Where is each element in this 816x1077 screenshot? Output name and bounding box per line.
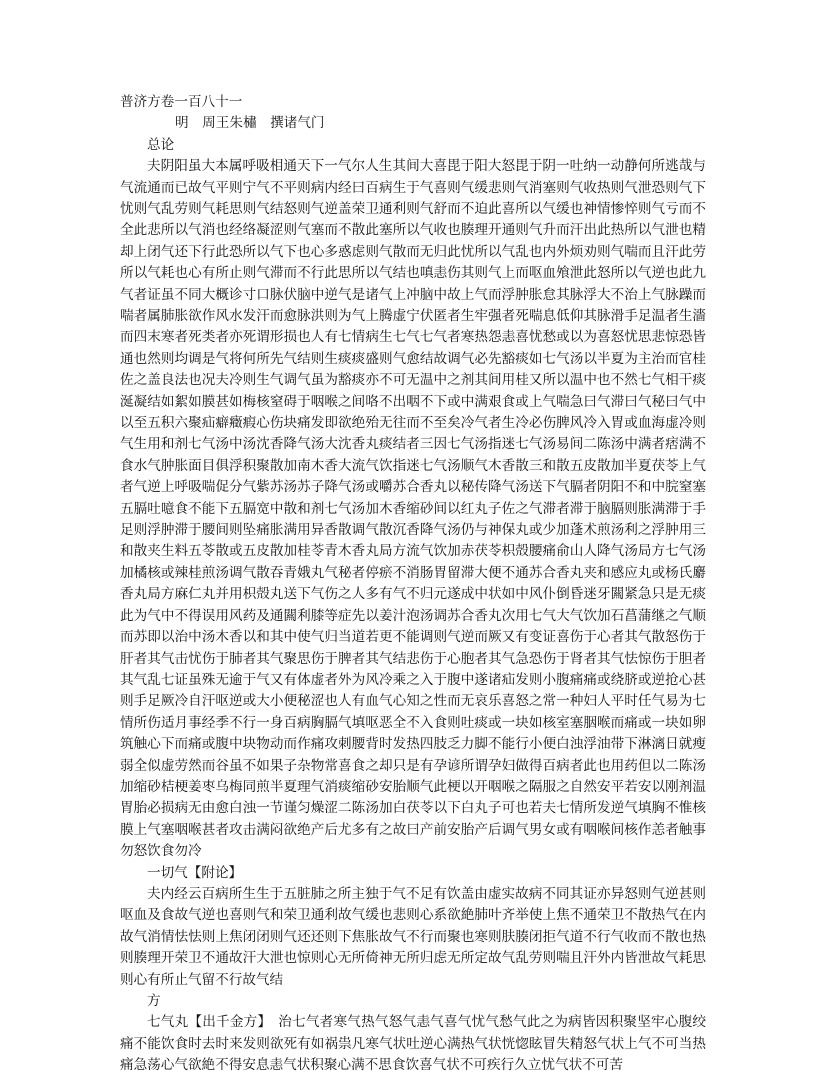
book-title: 普济方卷一百八十一	[120, 94, 243, 110]
appendix-text: 夫内经云百病所生生于五脏肺之所主独于气不足有饮盖由虚实故病不同其证亦异怒则气逆甚则呕血及食故气逆也喜则气和荣卫通利故气缓也悲则心系欲絶肺叶齐举使上焦不通荣卫不散热气在内故气消情怯怯则上焦闭闭则气还还则下焦胀故气不行而聚也寒则肤腠闭拒气道不行气收而不散也热则腠理开荣卫不通故汗大泄也惊则心无所倚神无所归虑无所定故气乱劳则喘且汗外内皆泄故气耗思则心有所止气留不行故气结	[120, 885, 706, 988]
section-heading-general: 总论	[147, 136, 175, 153]
recipe-name: 七气丸【出千金方】	[147, 1014, 265, 1031]
document-page	[120, 92, 706, 1077]
recipe-spacer	[264, 1014, 278, 1030]
general-discussion-text: 夫阴阳虽大本属呼吸相通天下一气尔人生其间大喜毘于阳大怒毘于阴一吐纳一动静何所逃哉与气流通而已故气平则宁气不平则病内经曰百病生于气喜则气缓悲则气消塞则气收热则气泄恐则气下忧则气乱劳则气耗思则气结怒则气逆盖荣卫通利则气舒而不迫此喜所以气缓也神情惨悴则气亏而不全此悲所以气消也经络凝涩则气塞而不散此塞所以气收也腠理开通则气升而汗出此热所以气泄也精却上闭气还下行此恐所以气下也心多惑虑则气散而无归此忧所以气乱也内外烦劝则气喘而且汗此劳所以气耗也心有所止则气滞而不行此思所以气结也嗔恚伤其则气上而呕血飧泄此怒所以气逆也此九气者证虽不同大概诊寸口脉伏脑中逆气是诸气上冲脑中故上气而浮肿胀怠其脉浮大不治上气脉躁而喘者属肺胀欲作风水发汗而愈脉洪则为气上腾虚宁伏匿者生牢强者死喘息低仰其脉滑手足温者生濇而四末寒者死类者亦死谓形损也人有七情病生七气七气者寒热怨恚喜忧愁或以为喜怒忧思悲惊恐皆通也然则均调是气将何所先气结则生痰痰盛则气愈结故调气必先豁痰如七气汤以半夏为主治而官桂佐之盖良法也况夫冷则生气调气虽为豁痰亦不可无温中之剂其间用桂又所以温中也不然七气相干痰涎凝结如絮如膜甚如梅核窒碍于咽喉之间咯不出咽不下或中满艰食或上气喘急曰气滞曰气秘曰气中以至五积六聚疝癖癥瘕心伤块痛发即欲绝殆无往而不至矣冷气者生冷必伤脾风冷入胃或血海虚冷则气生用和剂七气汤中汤沈香降气汤大沈香丸痰结者三因七气汤指迷七气汤易间二陈汤中满者痞满不食水气肿胀面目俱浮积聚散加南木香大流气饮指迷七气汤顺气木香散三和散五皮散加半夏茯苓上气者气逆上呼吸喘促分气紫苏汤苏子降气汤或嚼苏合香丸以秘传降气汤送下气膈者阴阳不和中脘窒塞五膈吐噫食不能下五膈宽中散和剂七气汤加木香缩砂间以红丸子佐之气滞者滞于脑膈则胀满滞于手足则浮肿滞于腰间则坠痛胀满用异香散调气散沉香降气汤仍与神保丸或少加蓬术煎汤利之浮肿用三和散夹生料五苓散或五皮散加桂苓青木香丸局方流气饮加赤茯苓枳殻腰痛俞山人降气汤局方七气汤加橘核或辣桂煎汤调气散吞青娥丸气秘者停瘀不消肠胃留滞大便不通苏合香丸夹和感应丸或杨氏麝香丸局方麻仁丸并用枳殻丸送下气伤之人多有气不归元遂成中状如中风仆倒昏迷牙闗紧急只是无痰此为气中不得误用风药及通闗利膝等症先以姜汁泡汤调苏合香丸次用七气大气饮加石菖蒲继之气顺而苏即以治中汤木香以和其中使气归当道若更不能调则气逆而厥又有变证喜伤于心者其气散怒伤于肝者其气击忧伤于肺者其气聚思伤于脾者其气结悲伤于心胞者其气急恐伤于肾者其气怯惊伤于胆者其气乱七证虽殊无逾于气又有体虚者外为风冷乘之入于腹中遂诸疝发则小腹痛痛或绕脐或逆抢心甚则手足厥冷自汗呕逆或大小便秘涩也人有血气心知之性而无哀乐喜怒之常一种妇人平时任气易为七情所伤适月事经季不行一身百病胸膈气填呕恶全不入食则吐痰或一块如核室塞胭喉而痛或一块如卵筑触心下而痛或腹中块物动而作痛攻刺腰背时发热四肢乏力脚不能行小便白浊浮油带下淋漓日就瘦弱全似虚劳然而谷虽不如果子杂物常喜食之却只是有孕谚所谓孕妇做得百病者此也用药但以二陈汤加缩砂桔梗姜枣乌梅同煎半夏理气消痰缩砂安胎顺气此梗以开咽喉之隔服之自然安平若安以刚剂温胃胎必损病无由愈白浊一节谨匀燥涩二陈汤加白茯苓以下白丸子可也若夫七情所发逆气填胸不惟核膜上气塞咽喉甚者攻击满闷欲绝产后尤多有之故曰产前安胎产后调气男女或有咽喉间核作恙者触事勿怒饮食勿冷	[120, 158, 706, 860]
recipe-entry	[120, 1012, 706, 1076]
recipe-text: 治七气者寒气热气怒气恚气喜气忧气愁气此之为病皆因积聚坚牢心腹绞痛不能饮食时去时来发则欲死有如祸祟凡寒气状吐逆心满热气状恍惚眩冒失精怒气状上气不可当热痛急荡心气欲絶不得安息恚气状积聚心满不思食饮喜气状不可疾行久立忧气状不可苦	[120, 1014, 707, 1074]
section-heading-appendix: 一切气【附论】	[147, 864, 243, 881]
author-line: 明 周王朱橚 撰诸气门	[175, 115, 325, 132]
section-heading-recipes: 方	[147, 993, 161, 1009]
